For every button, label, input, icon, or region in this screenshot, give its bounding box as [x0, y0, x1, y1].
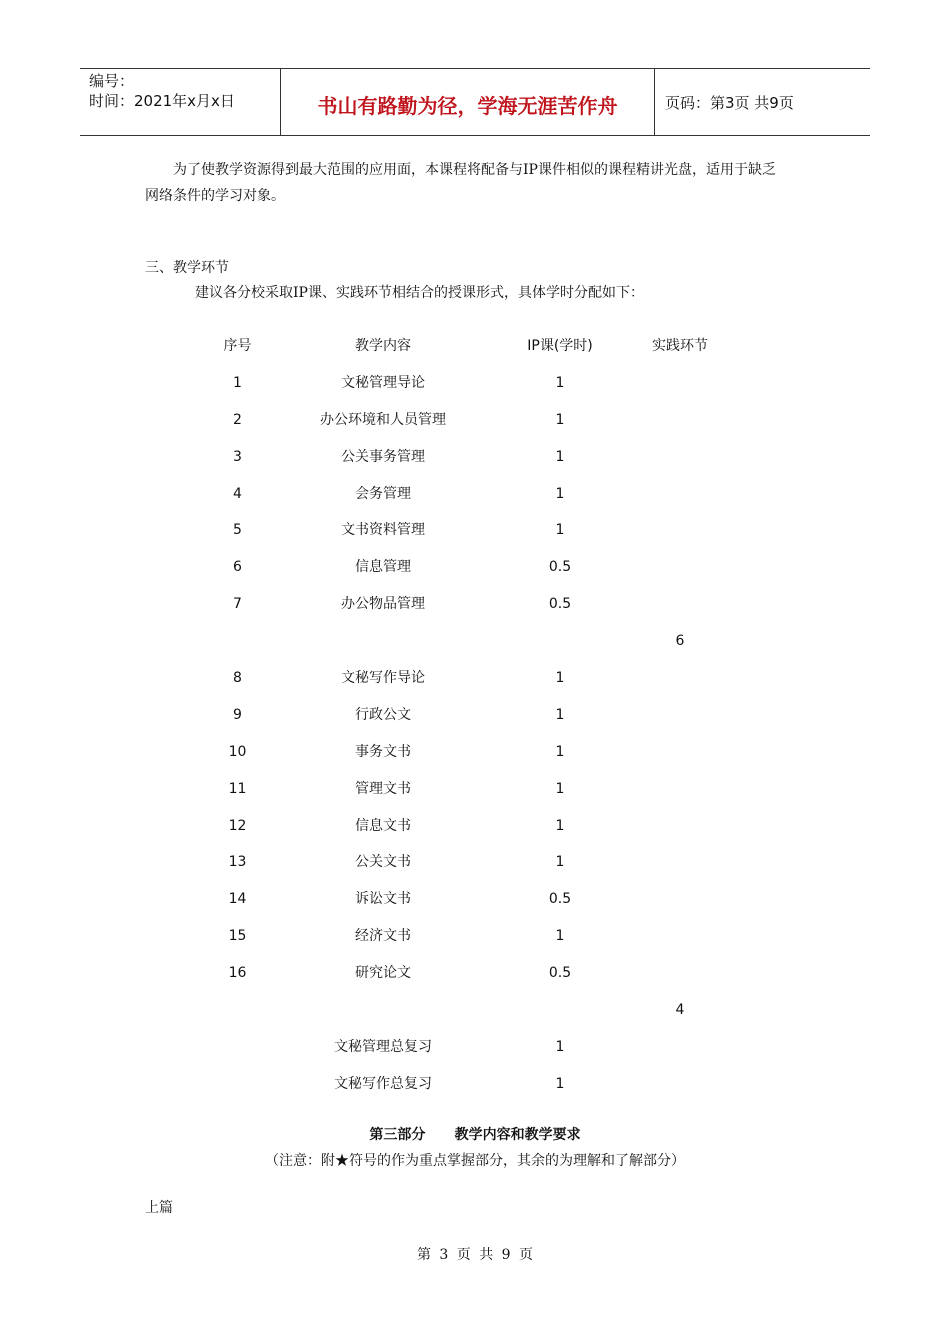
row-content: 行政公文	[355, 706, 411, 723]
table-row	[0, 407, 950, 444]
table-row	[0, 960, 950, 997]
header-ip-hours: IP课(学时)	[527, 338, 593, 354]
table-row	[0, 444, 950, 481]
row-number: 12	[228, 817, 247, 834]
row-ip-hours: 1	[555, 448, 565, 465]
row-content: 管理文书	[355, 780, 411, 797]
row-content: 公关文书	[355, 854, 411, 871]
row-ip-hours: 1	[555, 374, 565, 391]
row-content: 文秘管理总复习	[334, 1038, 432, 1055]
row-practice-hours: 4	[675, 1002, 685, 1019]
row-number: 1	[233, 374, 242, 391]
row-content: 信息管理	[355, 559, 411, 576]
row-content: 公关事务管理	[341, 448, 425, 465]
row-ip-hours: 1	[555, 1075, 565, 1092]
row-content: 文书资料管理	[341, 522, 425, 539]
row-ip-hours: 0.5	[548, 891, 572, 908]
row-ip-hours: 0.5	[548, 559, 572, 576]
row-content: 信息文书	[355, 817, 411, 834]
row-ip-hours: 1	[555, 780, 565, 797]
row-ip-hours: 0.5	[548, 596, 572, 613]
row-ip-hours: 1	[555, 670, 565, 687]
table-row	[0, 665, 950, 702]
row-number: 4	[233, 485, 242, 502]
row-content: 会务管理	[355, 485, 411, 502]
part-note: （注意：附★符号的作为重点掌握部分，其余的为理解和了解部分）	[265, 1153, 685, 1169]
row-content: 办公物品管理	[341, 596, 425, 613]
table-row	[0, 370, 950, 407]
page-header	[80, 68, 870, 136]
row-number: 10	[228, 743, 247, 760]
header-meta	[80, 69, 281, 135]
table-row	[0, 776, 950, 813]
table-row	[0, 1071, 950, 1108]
row-content: 文秘写作总复习	[334, 1075, 432, 1092]
table-row	[0, 481, 950, 518]
row-ip-hours: 1	[555, 743, 565, 760]
row-ip-hours: 1	[555, 485, 565, 502]
row-ip-hours: 1	[555, 411, 565, 428]
row-ip-hours: 0.5	[548, 965, 572, 982]
row-content: 诉讼文书	[355, 891, 411, 908]
paragraph-line: 网络条件的学习对象。	[145, 188, 285, 204]
row-content: 办公环境和人员管理	[320, 411, 446, 428]
table-row	[0, 849, 950, 886]
row-number: 3	[233, 448, 242, 465]
header-motto: 书山有路勤为径，学海无涯苦作舟	[281, 69, 655, 135]
hours-table	[0, 333, 950, 1108]
table-row	[0, 554, 950, 591]
table-row	[0, 591, 950, 628]
table-row	[0, 1034, 950, 1071]
section-intro: 建议各分校采取IP课、实践环节相结合的授课形式，具体学时分配如下：	[195, 285, 644, 301]
table-row	[0, 886, 950, 923]
row-content: 事务文书	[355, 743, 411, 760]
row-content: 文秘写作导论	[341, 670, 425, 687]
table-body	[0, 370, 950, 1108]
row-number: 11	[228, 780, 247, 797]
header-no: 序号	[223, 338, 252, 354]
row-number: 6	[233, 559, 242, 576]
header-content: 教学内容	[355, 338, 411, 354]
header-number-label: 编号：	[89, 72, 135, 90]
row-number: 13	[228, 854, 247, 871]
paragraph-resources	[145, 157, 815, 209]
section-heading: 三、教学环节	[145, 260, 229, 276]
part-title: 第三部分 教学内容和教学要求	[369, 1127, 581, 1143]
row-number: 16	[228, 965, 247, 982]
table-row	[0, 702, 950, 739]
row-ip-hours: 1	[555, 928, 565, 945]
paragraph-line: 为了使教学资源得到最大范围的应用面，本课程将配备与IP课件相似的课程精讲光盘，适用于缺乏	[173, 162, 776, 178]
header-time-label: 时间：2021年x月x日	[89, 92, 235, 110]
row-number: 15	[228, 928, 247, 945]
table-row	[0, 813, 950, 850]
row-number: 5	[233, 522, 242, 539]
row-practice-hours: 6	[675, 633, 685, 650]
table-row	[0, 997, 950, 1034]
header-practice: 实践环节	[652, 338, 708, 354]
row-ip-hours: 1	[555, 706, 565, 723]
row-ip-hours: 1	[555, 817, 565, 834]
row-content: 研究论文	[355, 965, 411, 982]
header-page-label: 页码：第3页 共9页	[665, 93, 794, 112]
row-number: 2	[233, 411, 242, 428]
row-ip-hours: 1	[555, 1038, 565, 1055]
row-content: 经济文书	[355, 928, 411, 945]
row-content: 文秘管理导论	[341, 374, 425, 391]
row-number: 14	[228, 891, 247, 908]
table-row	[0, 923, 950, 960]
row-ip-hours: 1	[555, 854, 565, 871]
row-number: 7	[233, 596, 242, 613]
table-row	[0, 517, 950, 554]
table-header-row	[0, 333, 950, 370]
table-row	[0, 739, 950, 776]
row-number: 9	[233, 706, 242, 723]
upper-part-label: 上篇	[145, 1200, 173, 1216]
table-row	[0, 628, 950, 665]
page-footer: 第 3 页 共 9 页	[416, 1247, 534, 1263]
row-ip-hours: 1	[555, 522, 565, 539]
row-number: 8	[233, 670, 242, 687]
